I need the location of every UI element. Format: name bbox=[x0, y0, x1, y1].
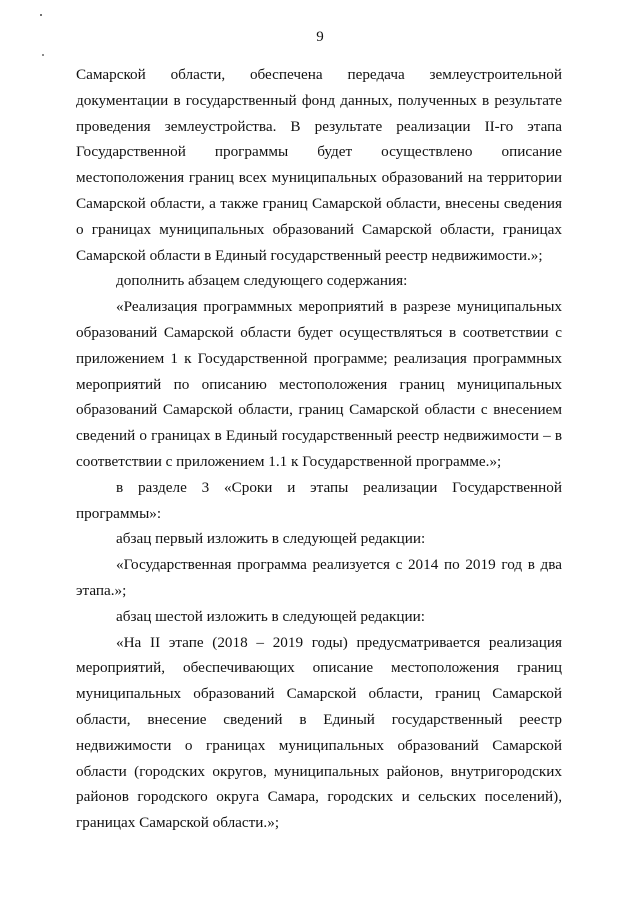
document-body bbox=[76, 62, 562, 836]
page-number: 9 bbox=[316, 29, 324, 45]
paragraph: в разделе 3 «Сроки и этапы реализации Государственной программы»: bbox=[76, 478, 562, 522]
paragraph: дополнить абзацем следующего содержания: bbox=[116, 272, 408, 290]
paragraph: абзац первый изложить в следующей редакции: bbox=[116, 530, 426, 548]
paragraph-line: Государственной программы будет осуществлено описание bbox=[76, 143, 562, 161]
paragraph: абзац шестой изложить в следующей редакции: bbox=[116, 607, 425, 625]
paragraph-line: проведения землеустройства. В результате реализации II-го этапа bbox=[76, 117, 562, 135]
scan-dot bbox=[40, 14, 42, 16]
paragraph-line: местоположения границ всех муниципальных образований на территории bbox=[76, 169, 562, 187]
paragraph: «Государственная программа реализуется с 2014 по 2019 год в два этапа.»; bbox=[76, 556, 562, 599]
paragraph-line: документации в государственный фонд данных, полученных в результате bbox=[76, 91, 562, 109]
paragraph: «Реализация программных мероприятий в разрезе муниципальных образований Самарской области будет осуществляться в соответствии с приложением 1 к Государственной программе; реализация программных мероприятий по описанию местоположения границ муниципальных образований Самарской области, границ Самарской области с внесением сведений о границах в Единый государственный реестр недвижимости – в соответствии с приложением 1.1 к Государственной программе.»; bbox=[76, 298, 562, 470]
paragraph-line: о границах муниципальных образований Самарской области, границах bbox=[76, 220, 562, 238]
paragraph-line: Самарской области, обеспечена передача землеустроительной bbox=[76, 66, 562, 83]
paragraph-line: Самарской области в Единый государственный реестр недвижимости.»; bbox=[76, 246, 543, 264]
paragraph: «На II этапе (2018 – 2019 годы) предусматривается реализация мероприятий, обеспечивающих описание местоположения границ муниципальных образований Самарской области, границ Самарской области, внесение сведений в Единый государственный реестр недвижимости о границах муниципальных образований Самарской области (городских округов, муниципальных районов, внутригородских районов городского округа Самара, городских и сельских поселений), границах Самарской области.»; bbox=[76, 633, 562, 832]
paragraph-line: Самарской области, а также границ Самарской области, внесены сведения bbox=[76, 194, 562, 212]
scan-dot bbox=[42, 54, 44, 56]
